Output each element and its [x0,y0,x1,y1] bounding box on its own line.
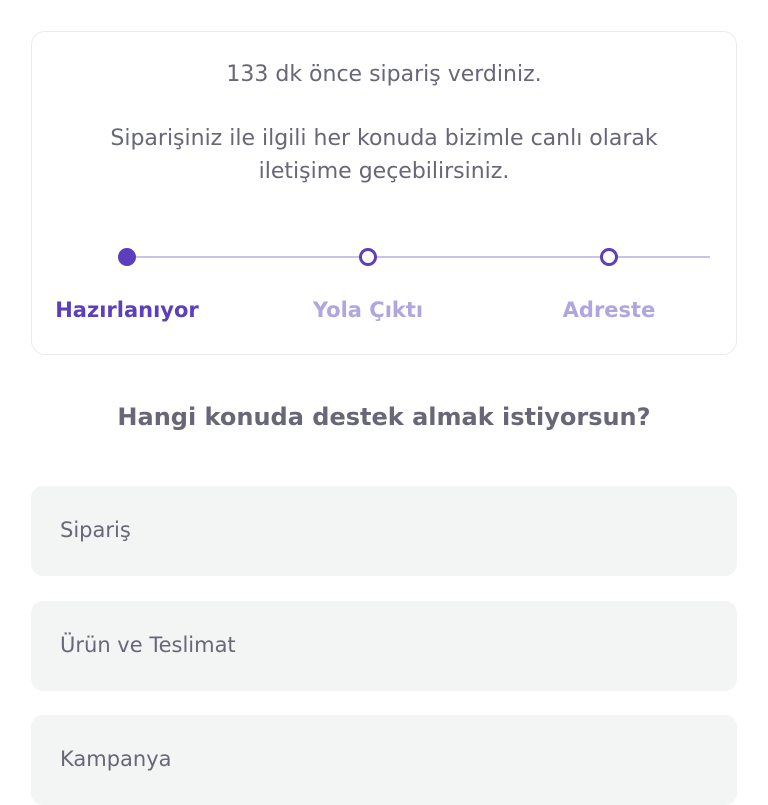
step-label-adreste: Adreste [562,298,656,322]
order-time-text: 133 dk önce sipariş verdiniz. [226,62,542,87]
topic-item-kampanya[interactable] [31,715,737,805]
step-yola-cikti-dot-icon [359,248,377,266]
topic-label: Ürün ve Teslimat [60,633,236,657]
support-question-heading: Hangi konuda destek almak istiyorsun? [117,403,651,431]
topic-item-urun-ve-teslimat[interactable] [31,601,737,691]
step-hazirlaniyor-dot-icon [118,248,136,266]
progress-track [127,256,710,258]
topic-label: Kampanya [60,747,172,771]
support-info-text: Siparişiniz ile ilgili her konuda bizimle canlı olarak iletişime geçebilirsiniz. [110,126,658,184]
step-label-hazirlaniyor: Hazırlanıyor [55,298,199,322]
topic-label: Sipariş [60,518,131,542]
step-adreste-dot-icon [600,248,618,266]
step-label-yola-cikti: Yola Çıktı [312,298,424,322]
order-status-card [31,31,737,355]
topic-item-siparis[interactable] [31,486,737,576]
